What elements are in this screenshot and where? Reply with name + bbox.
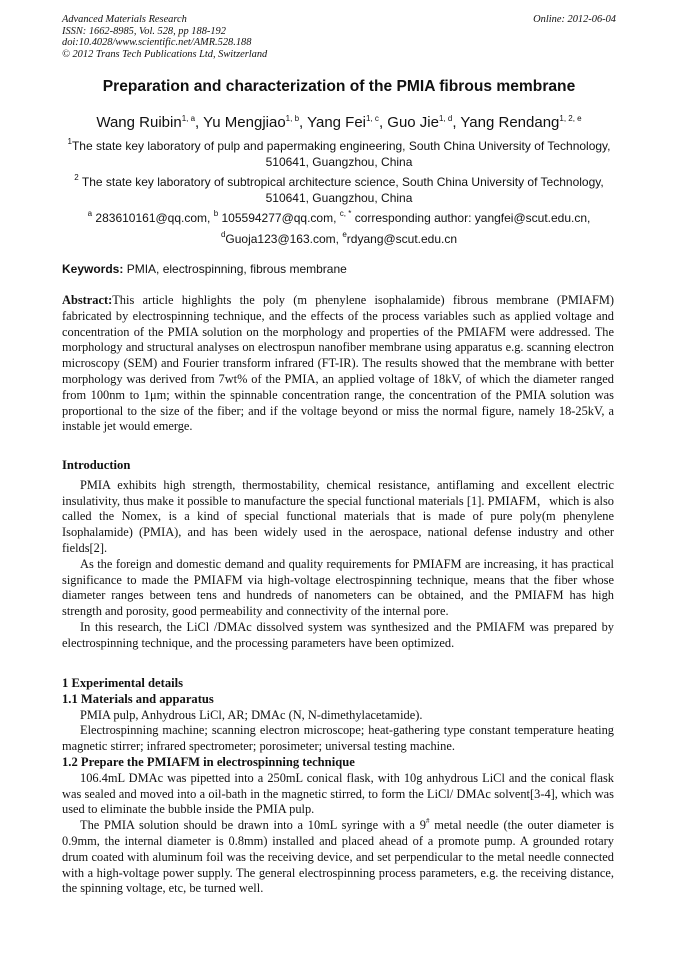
issn-line: ISSN: 1662-8985, Vol. 528, pp 188-192: [62, 25, 226, 37]
author: Yang Fei: [307, 114, 367, 131]
email: 283610161@qq.com,: [95, 211, 211, 225]
affiliation-2: [62, 174, 616, 206]
email-sup: b: [213, 209, 219, 218]
email-sup: a: [87, 209, 93, 218]
affiliation-text: The state key laboratory of subtropical architecture science, South China University of Technology, 510641, Guangzhou, China: [81, 175, 604, 205]
author: Guo Jie: [387, 114, 439, 131]
author-list: Wang Ruibin$^{1, a}$, Yu Mengjiao$^{1, b}$, Yang Fei$^{1, c}$, Guo Jie$^{1, d}$, Yang Rendang$^{1, 2, e}$: [96, 114, 582, 131]
experimental-section: [62, 676, 614, 897]
author-sup: 1, c: [366, 114, 379, 123]
author-sup: 1, b: [285, 114, 300, 123]
subsection-heading: 1.2 Prepare the PMIAFM in electrospinning technique: [62, 754, 355, 769]
author-sup: 1, d: [438, 114, 453, 123]
abstract-label: Abstract:: [62, 293, 113, 307]
paragraph: [62, 818, 614, 897]
paper-title: Preparation and characterization of the PMIA fibrous membrane: [102, 78, 576, 95]
journal-name: Advanced Materials Research: [62, 14, 187, 25]
author-sup: 1, a: [181, 114, 196, 123]
email: Guoja123@163.com,: [225, 232, 339, 246]
paragraph: 106.4mL DMAc was pipetted into a 250mL conical flask, with 10g anhydrous LiCl and the conical flask was sealed and moved into a oil-bath in the magnetic stirred, to form the LiCl/ DMAc solvent[3-4], which was used to eliminate the bubble inside the PMIA pulp.: [62, 770, 614, 817]
affiliation-sup: 1: [67, 137, 72, 146]
abstract: [62, 293, 614, 435]
paragraph-text: metal needle (the outer diameter is 0.9mm, the internal diameter is 0.8mm) installed and placed ahead of a promote pump. A grounded rotary drum coated with aluminum foil was the receiving device, and set perpendicular to the metal needle connected with a high-voltage power supply. The general electrospinning process parameters, e.g. the receiving distance, the spinning voltage, etc, be turned well.: [62, 818, 614, 896]
email-sup: d: [220, 230, 226, 239]
section-heading: Introduction: [62, 458, 131, 472]
keywords-label: Keywords:: [62, 262, 124, 276]
paragraph-text: The PMIA solution should be drawn into a 10mL syringe with a 9: [80, 818, 426, 833]
section-heading: 1 Experimental details: [62, 676, 184, 690]
keywords-text: PMIA, electrospinning, fibrous membrane: [126, 262, 347, 276]
email: 105594277@qq.com,: [221, 211, 337, 225]
paragraph: Electrospinning machine; scanning electron microscope; heat-gathering type constant temperature heating magnetic stirrer; infrared spectrometer; porosimeter; universal testing machine.: [62, 723, 614, 754]
email: corresponding author: yangfei@scut.edu.cn,: [354, 211, 591, 225]
journal-header: [62, 14, 616, 60]
copyright-line: © 2012 Trans Tech Publications Ltd, Switzerland: [62, 48, 268, 60]
author: Yang Rendang: [460, 114, 560, 131]
paragraph: PMIA exhibits high strength, thermostability, chemical resistance, antiflaming and excellent electric insulativity, thus make it possible to manufacture the special functional materials [1]. PMIAFM，which is also called the Nomex, is a kind of special functional materials that is made of pure poly(m phenylene Isophalamide) (PMIA), and has been widely used in the aerospace, national defense industry and other fields[2].: [62, 477, 614, 555]
affiliation-1: [62, 138, 616, 170]
doi-line: doi:10.4028/www.scientific.net/AMR.528.188: [62, 37, 252, 49]
introduction-section: [62, 458, 614, 652]
paragraph: PMIA pulp, Anhydrous LiCl, AR; DMAc (N, N-dimethylacetamide).: [80, 707, 423, 722]
affiliation-text: The state key laboratory of pulp and papermaking engineering, South China University of Technology, 510641, Guangzhou, China: [71, 139, 611, 169]
abstract-text: This article highlights the poly (m phenylene isophalamide) fibrous membrane (PMIAFM) fabricated by electrospinning technique, and the effects of the process variables such as applied voltage and concentration of the PMIA solution on the morphology and properties of the PMIAFM were addressed. The morphology and structural analyses on electrospun nanofiber membrane using apparatus e.g. scanning electron microscopy (SEM) and Fourier transform infrared (FT-IR). The results showed that the membrane with better morphology was derived from 7wt% of the PMIA, an applied voltage of 18kV, of which the diameter ranged from 100nm to 1μm; within the spinnable concentration range, the concentration of the PMIA solution was proportional to the size of the fiber; and if the voltage beyond or miss the normal figure, namely 18-25kV, a instable jet would emerge.: [62, 293, 614, 434]
email-line-1: [62, 209, 616, 227]
email-sup: c, *: [339, 209, 352, 218]
email: rdyang@scut.edu.cn: [346, 232, 458, 246]
paragraph: In this research, the LiCl /DMAc dissolved system was synthesized and the PMIAFM was prepared by electrospinning technique, and the processing parameters have been optimized.: [62, 619, 614, 650]
affiliation-sup: 2: [74, 173, 79, 182]
subsection-heading: 1.1 Materials and apparatus: [62, 691, 214, 706]
paragraph: As the foreign and domestic demand and quality requirements for PMIAFM are increasing, it has practical significance to made the PMIAFM via high-voltage electrospinning technique, means that the fiber whose diameter ranges between tens and hundreds of nanometers can be obtained, and the PMIAFM has high strength and porosity, good permeability and connectivity of the internal pore.: [62, 556, 614, 619]
author: Yu Mengjiao: [203, 114, 286, 131]
email-line-2: [62, 230, 616, 248]
author-sup: 1, 2, e: [559, 114, 582, 123]
author: Wang Ruibin: [96, 114, 182, 131]
keywords: [62, 262, 616, 276]
email-sup: e: [342, 230, 347, 239]
online-date: Online: 2012-06-04: [533, 14, 616, 25]
needle-size-sup: #: [425, 817, 430, 826]
